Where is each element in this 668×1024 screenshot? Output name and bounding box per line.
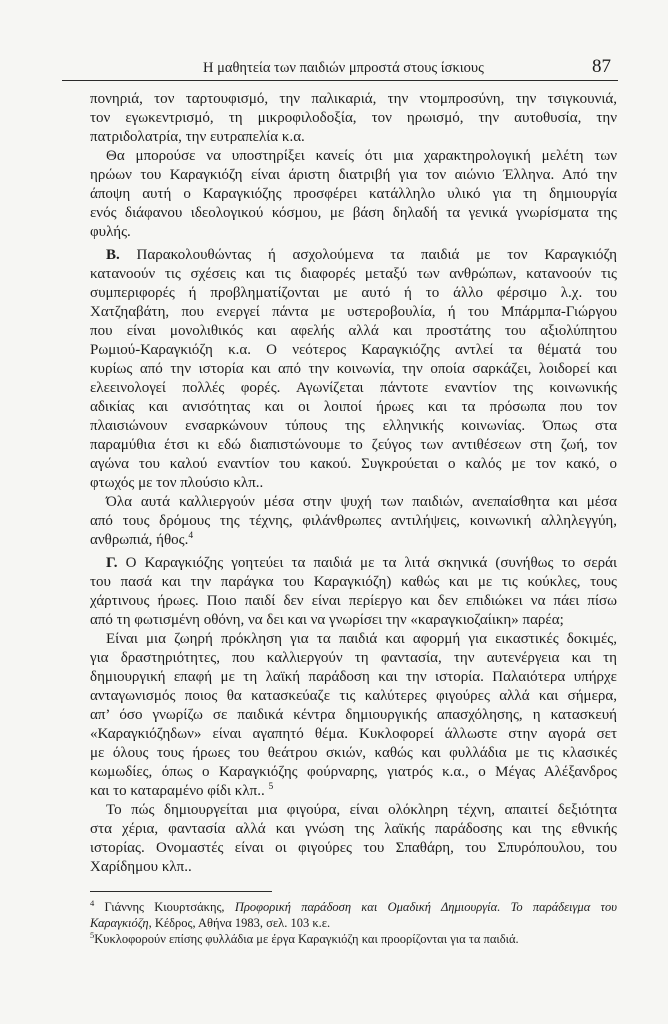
paragraph — [90, 147, 617, 242]
text-line — [90, 782, 617, 801]
text-line: πονηριά, τον ταρτουφισμό, την παλικαριά, την ντομπροσύνη, την τσιγκουνιά, — [90, 91, 617, 107]
line-text: Παρακολουθώντας ή ασχολούμενα τα παιδιά με τον Καραγκιόζη — [136, 247, 618, 263]
text-line: Όλα αυτά καλλιεργούν μέσα στην ψυχή των παιδιών, ανεπαίσθητα και μέσα — [106, 494, 617, 510]
text-line — [90, 246, 617, 265]
text-line: τον εγωκεντρισμό, τη μικροφιλοδοξία, τον ηρωισμό, την αυτοθυσία, την — [90, 110, 617, 126]
section-marker: Γ. — [106, 555, 118, 571]
footnote-rule — [90, 891, 272, 892]
text-line: Ρωμιού-Καραγκιόζη κ.α. Ο νεότερος Καραγκιόζης αντλεί τα θέματά του — [90, 342, 617, 358]
header-rule — [62, 80, 618, 81]
running-title: Η μαθητεία των παιδιών μπροστά στους ίσκιους — [203, 60, 484, 76]
text-line: για δραστηριότητες, που καλλιεργούν τη φαντασία, την αυτενέργεια και τη — [90, 650, 617, 666]
text-line: πλαισιώνουν ενσαρκώνουν τύπους της ελληνικής κοινωνίας. Όπως στα — [90, 418, 617, 434]
text-line: ιστορίας. Ονομαστές είναι οι φιγούρες του Σπαθάρη, του Σπυρόπουλου, του — [90, 840, 617, 856]
text-line: ελεεινολογεί πολλές φορές. Αγωνίζεται πάντοτε εναντίον της κοινωνικής — [90, 380, 617, 396]
text-line: από τους δρόμους της τέχνης, φιλάνθρωπες αντιλήψεις, κοινωνική αλληλεγγύη, — [90, 513, 617, 529]
footnote-reference: 4 — [188, 531, 194, 541]
line-text: και το καταραμένο φίδι κλπ.. — [90, 783, 265, 799]
text-line: με όλους τους ήρωες του θεάτρου σκιών, καθώς και φυλλάδια με τις κλασικές — [90, 745, 617, 761]
line-text: Ο Καραγκιόζης γοητεύει τα παιδιά με τα λιτά σκηνικά (συνήθως το σεράι — [125, 555, 618, 571]
paragraph — [90, 630, 617, 801]
footnote-line — [90, 915, 617, 931]
page-number: 87 — [592, 56, 611, 77]
text-line: του πασά και την παράγκα του Καραγκιόζη) καθώς και με τις κούκλες, τους — [90, 574, 617, 590]
footnote-author: Γιάννης Κιουρτσάκης, — [104, 900, 225, 914]
text-line: συμπεριφορές ή προβληματίζονται με αυτό ή το άλλο φέρσιμο λ.χ. του — [90, 285, 617, 301]
text-line: αδικίας και ανισότητας και οι λοιποί ήρωες και τα πρόσωπα που τον — [90, 399, 617, 415]
text-line — [90, 554, 617, 573]
text-line — [90, 531, 617, 550]
text-line: Θα μπορούσε να υποστηρίξει κανείς ότι μια χαρακτηρολογική μελέτη των — [106, 148, 617, 164]
text-line: ενός διάφανου ιδεολογικού κόσμου, με βάση δηλαδή τα γενικά γνωρίσματα της — [90, 205, 617, 221]
text-line: «Καραγκιόζηδων» είναι αγαπητό θέμα. Κυκλοφορεί άλλωστε στην αγορά σετ — [90, 726, 617, 742]
footnote-marker: 4 — [90, 897, 95, 908]
footnote-title: Προφορική παράδοση και Ομαδική Δημιουργία. Το παράδειγμα του — [234, 900, 617, 914]
text-line: Το πώς δημιουργείται μια φιγούρα, είναι ολόκληρη τέχνη, απαιτεί δεξιότητα — [106, 802, 617, 818]
footnote-line — [90, 899, 617, 915]
text-line: χάρτινους ήρωες. Ποιο παιδί δεν είναι περίεργο και δεν επιδιώκει να πάει πίσω — [90, 593, 617, 609]
section-marker: Β. — [106, 247, 120, 263]
footnote-text: Κυκλοφορούν επίσης φυλλάδια με έργα Καραγκιόζη και προορίζονται για τα παιδιά. — [94, 932, 519, 946]
footnote-publication: , Κέδρος, Αθήνα 1983, σελ. 103 κ.ε. — [148, 916, 331, 930]
text-line: Είναι μια ζωηρή πρόκληση για τα παιδιά και αφορμή για εικαστικές δοκιμές, — [106, 631, 617, 647]
footnote-reference: 5 — [268, 782, 274, 792]
paragraph — [90, 493, 617, 550]
text-line: φυλής. — [90, 224, 131, 240]
paragraph — [90, 246, 617, 493]
text-line: Χατζηαβάτη, που ενεργεί πάντα με υστεροβουλία, ή του Μπάρμπα-Γιώργου — [90, 304, 617, 320]
text-line: αγώνα του καλού εναντίον του κακού. Συγκρούεται ο καλός με τον κακό, ο — [90, 456, 617, 472]
text-line: απ’ όσο γνωρίζω σε παιδικά κέντρα δημιουργικής απασχόλησης, η κατασκευή — [90, 707, 617, 723]
text-line: πατριδολατρία, την ευτραπελία κ.α. — [90, 129, 305, 145]
text-line: φτωχός με τον πλούσιο κλπ.. — [90, 475, 264, 491]
text-line: άποψη αυτή ο Καραγκιόζης προσφέρει κατάλληλο υλικό για τη δημιουργία — [90, 186, 617, 202]
paragraph — [90, 90, 617, 147]
text-line: ανταγωνισμός ποιος θα κατασκεύαζε τις καλύτερες φιγούρες αλλά και σήμερα, — [90, 688, 617, 704]
footnote-marker: 5 — [90, 929, 95, 940]
text-line: Χαρίδημου κλπ.. — [90, 859, 192, 875]
footnote-title: Καραγκιόζη — [90, 916, 149, 930]
paragraph — [90, 801, 617, 877]
footnotes — [90, 899, 617, 947]
main-text — [90, 90, 617, 877]
text-line: κωμωδίες, όπως ο Καραγκιόζης φούρναρης, γιατρός κ.α., ο Μέγας Αλέξανδρος — [90, 764, 617, 780]
paragraph — [90, 554, 617, 630]
text-line: ηρώων του Καραγκιόζη είναι άριστη διατριβή για τον αιώνιο Έλληνα. Από την — [90, 167, 617, 183]
text-line: κατανοούν τις σχέσεις και τις διαφορές μεταξύ των ανθρώπων, κατανοούν τις — [90, 266, 617, 282]
text-line: παραμύθια έτσι κι εδώ διαπιστώνουμε το ζεύγος των αντιθέσεων στη ζωή, τον — [90, 437, 617, 453]
text-line: από τη φωτισμένη οθόνη, να δει και να γνωρίσει την «καραγκιοζαίικη» παρέα; — [90, 612, 564, 628]
text-line: κυρίως από την ιστορία και από την κοινωνία, την οποία σαρκάζει, λοιδορεί και — [90, 361, 617, 377]
line-text: ανθρωπιά, ήθος. — [90, 532, 189, 548]
footnote-line — [90, 931, 617, 947]
text-line: δημιουργική επαφή με τη λαϊκή παράδοση και την ιστορία. Παλαιότερα υπήρχε — [90, 669, 617, 685]
text-line: στα χέρια, φαντασία αλλά και γνώση της λαϊκής παράδοσης και της εθνικής — [90, 821, 617, 837]
text-line: που είναι μονολιθικός και αφελής αλλά και προστάτης του αξιολύπητου — [90, 323, 617, 339]
